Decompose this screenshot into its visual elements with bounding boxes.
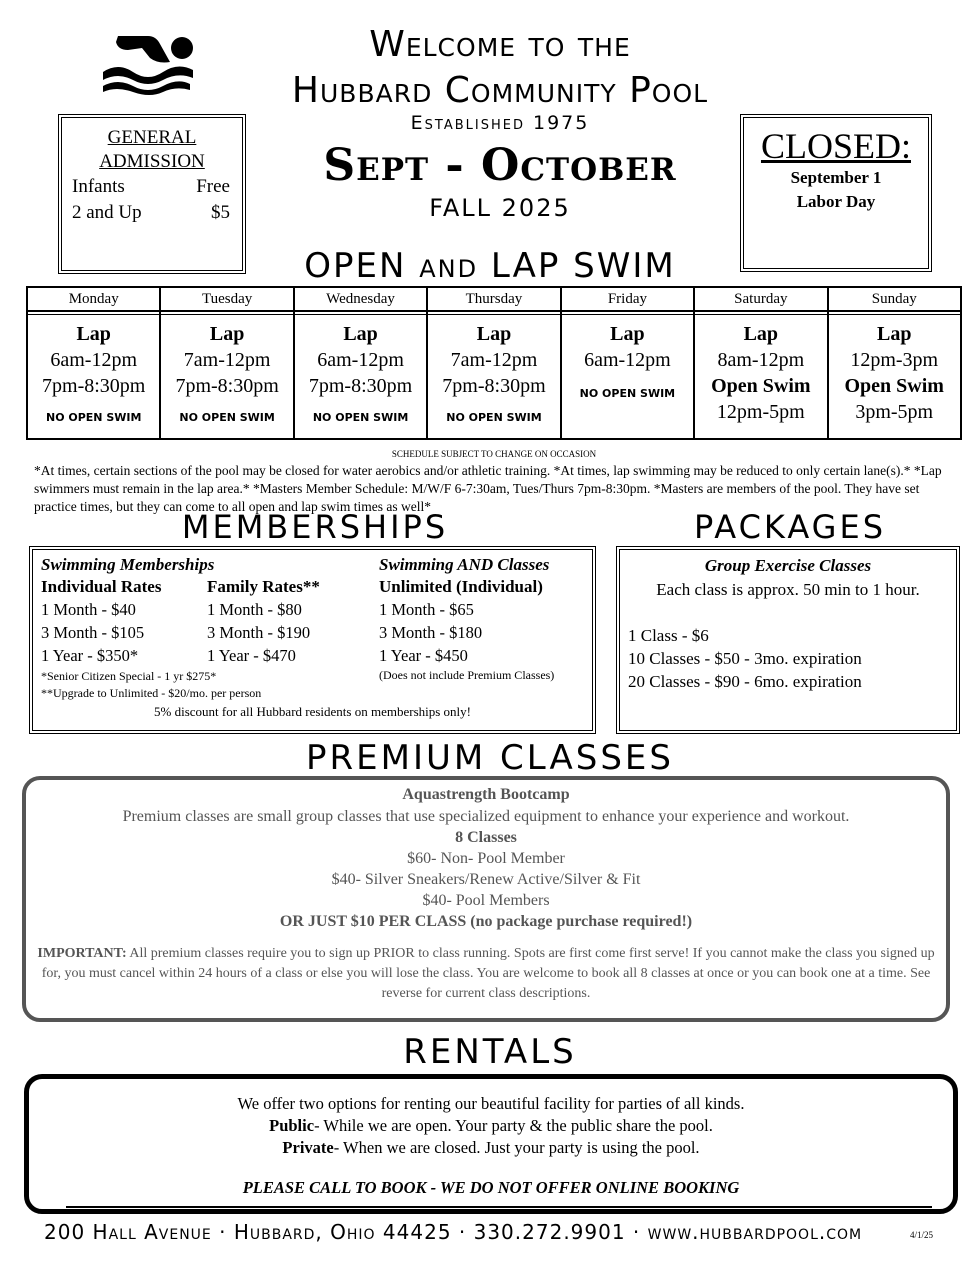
lap-time-2: 7pm-8:30pm <box>442 375 546 397</box>
day-column-monday <box>28 288 161 438</box>
admission-label: Infants <box>72 176 125 197</box>
swimming-memberships-heading: Swimming Memberships <box>41 555 215 574</box>
day-name: Saturday <box>695 288 826 312</box>
lap-time-1: 12pm-3pm <box>850 349 939 371</box>
schedule-table <box>26 286 962 440</box>
season-heading: Sept - October <box>323 140 677 191</box>
lap-label: Lap <box>343 323 378 345</box>
memberships-box <box>29 546 596 734</box>
lap-label: Lap <box>610 323 645 345</box>
established-label: Established 1975 <box>410 112 590 134</box>
closed-holiday: Labor Day <box>796 192 876 211</box>
family-rate: 3 Month - $190 <box>207 623 311 642</box>
rentals-private <box>29 1137 953 1159</box>
closed-date: September 1 <box>790 168 882 187</box>
lap-time-2: 7pm-8:30pm <box>42 375 146 397</box>
premium-classes-heading: PREMIUM CLASSES <box>306 738 674 778</box>
lap-label: Lap <box>743 323 779 345</box>
page-title-line1: Welcome to the <box>369 24 631 65</box>
footer-date: 4/1/25 <box>910 1230 934 1240</box>
packages-heading: PACKAGES <box>694 508 886 546</box>
premium-price: $60- Non- Pool Member <box>407 850 565 867</box>
package-item: 1 Class - $6 <box>628 626 709 645</box>
premium-description: Premium classes are small group classes that use specialized equipment to enhance your experience and workout. <box>122 808 850 825</box>
no-open-swim-note: NO OPEN SWIM <box>312 411 409 424</box>
unlimited-rate: 1 Month - $65 <box>379 600 474 619</box>
swimming-classes-heading: Swimming AND Classes <box>379 555 550 574</box>
lap-time-2: 7pm-8:30pm <box>175 375 279 397</box>
swimmer-icon <box>98 28 198 98</box>
lap-time-1: 6am-12pm <box>317 349 404 371</box>
premium-important-note <box>26 944 946 1004</box>
divider <box>66 1206 932 1208</box>
individual-rate: 1 Month - $40 <box>41 600 136 619</box>
admission-row <box>72 174 230 200</box>
no-open-swim-note: NO OPEN SWIM <box>179 411 275 424</box>
lap-label: Lap <box>877 323 912 345</box>
package-description: Each class is approx. 50 min to 1 hour. <box>656 580 920 599</box>
closed-title: CLOSED: <box>760 126 911 166</box>
lap-time-1: 6am-12pm <box>50 349 138 371</box>
lap-time-1: 7am-12pm <box>450 349 538 371</box>
premium-per-class: OR JUST $10 PER CLASS (no package purchase required!) <box>279 913 693 930</box>
group-exercise-heading: Group Exercise Classes <box>704 556 872 575</box>
page-title-line2: Hubbard Community Pool <box>291 70 709 111</box>
premium-price: $40- Silver Sneakers/Renew Active/Silver & Fit <box>331 871 641 888</box>
day-column-sunday <box>829 288 960 438</box>
individual-rate: 1 Year - $350* <box>41 646 139 665</box>
individual-rate: 3 Month - $105 <box>41 623 145 642</box>
closed-box <box>740 114 932 272</box>
admission-label: 2 and Up <box>72 202 142 223</box>
day-column-friday <box>562 288 695 438</box>
admission-price: $5 <box>211 202 230 223</box>
rentals-public <box>29 1115 953 1137</box>
rentals-heading: RENTALS <box>403 1032 577 1072</box>
admission-row <box>72 200 230 226</box>
lap-time-1: 8am-12pm <box>717 349 805 371</box>
premium-classes-box <box>22 776 950 1022</box>
day-column-wednesday <box>295 288 428 438</box>
private-label: Private <box>282 1138 334 1157</box>
day-column-saturday <box>695 288 828 438</box>
package-item: 10 Classes - $50 - 3mo. expiration <box>628 649 862 668</box>
public-text: - While we are open. Your party & the public share the pool. <box>314 1116 713 1135</box>
packages-box <box>616 546 960 734</box>
day-column-thursday <box>428 288 561 438</box>
family-rates-heading: Family Rates** <box>207 577 320 596</box>
unlimited-rate: 3 Month - $180 <box>379 623 483 642</box>
admission-heading-line2: ADMISSION <box>99 151 205 172</box>
open-swim-time: 3pm-5pm <box>855 401 934 423</box>
important-label: IMPORTANT: <box>37 946 127 961</box>
open-swim-time: 12pm-5pm <box>716 401 805 423</box>
admission-price: Free <box>196 176 230 197</box>
family-rate: 1 Month - $80 <box>207 600 302 619</box>
lap-label: Lap <box>476 323 512 345</box>
day-name: Monday <box>28 288 159 312</box>
family-rate: 1 Year - $470 <box>207 646 296 665</box>
premium-count: 8 Classes <box>455 829 517 846</box>
rentals-call-note: PLEASE CALL TO BOOK - WE DO NOT OFFER ONLINE BOOKING <box>242 1178 740 1197</box>
memberships-heading: MEMBERSHIPS <box>181 508 449 546</box>
schedule-disclaimer: SCHEDULE SUBJECT TO CHANGE ON OCCASION <box>391 449 597 459</box>
lap-time-1: 7am-12pm <box>183 349 271 371</box>
no-open-swim-note: NO OPEN SWIM <box>45 411 142 424</box>
lap-label: Lap <box>76 323 111 345</box>
upgrade-note: **Upgrade to Unlimited - $20/mo. per person <box>41 686 262 700</box>
lap-time-1: 6am-12pm <box>584 349 671 371</box>
no-open-swim-note: NO OPEN SWIM <box>446 411 542 424</box>
day-column-tuesday <box>161 288 294 438</box>
rentals-intro: We offer two options for renting our beautiful facility for parties of all kinds. <box>237 1094 745 1113</box>
lap-time-2: 7pm-8:30pm <box>308 375 413 397</box>
open-lap-heading: OPEN and LAP SWIM <box>304 246 676 286</box>
rentals-box <box>24 1074 958 1214</box>
day-name: Thursday <box>428 288 559 312</box>
public-label: Public <box>269 1116 315 1135</box>
unlimited-heading: Unlimited (Individual) <box>379 577 543 596</box>
footer-address: 200 Hall Avenue · Hubbard, Ohio 44425 · 330.272.9901 · www.hubbardpool.com <box>44 1220 863 1244</box>
day-name: Wednesday <box>295 288 426 312</box>
discount-note: 5% discount for all Hubbard residents on memberships only! <box>154 704 471 719</box>
day-name: Friday <box>562 288 693 312</box>
package-item: 20 Classes - $90 - 6mo. expiration <box>628 672 862 691</box>
private-text: - When we are closed. Just your party is using the pool. <box>333 1138 700 1157</box>
unlimited-rate: 1 Year - $450 <box>379 646 468 665</box>
admission-heading-line1: GENERAL <box>107 127 197 148</box>
senior-note: *Senior Citizen Special - 1 yr $275* <box>41 669 217 683</box>
fall-year-label: FALL 2025 <box>429 194 571 222</box>
premium-price: $40- Pool Members <box>422 892 550 909</box>
premium-class-name: Aquastrength Bootcamp <box>402 786 570 803</box>
unlimited-note: (Does not include Premium Classes) <box>379 668 555 682</box>
lap-label: Lap <box>209 323 245 345</box>
open-swim-label: Open Swim <box>844 375 944 397</box>
individual-rates-heading: Individual Rates <box>41 577 162 596</box>
no-open-swim-note: NO OPEN SWIM <box>579 387 676 400</box>
open-swim-label: Open Swim <box>711 375 811 397</box>
admission-box <box>58 114 246 274</box>
schedule-notes: *At times, certain sections of the pool may be closed for water aerobics and/or athletic training. *At times, lap swimming may be reduced to only certain lane(s).* *Lap swimmers must remain in the lap area.* *Masters Member Schedule: M/W/F 6-7:30am, Tues/Thurs 7pm-8:30pm. *Masters are members of the pool. They have set practice times, but they can come to all open and lap swim times as well* <box>34 463 942 514</box>
day-name: Tuesday <box>161 288 292 312</box>
day-name: Sunday <box>829 288 960 312</box>
important-text: All premium classes require you to sign up PRIOR to class running. Spots are first come first serve! If you cannot make the class you signed up for, you must cancel within 24 hours of a class or else you will lose the class. You are welcome to book all 8 classes at once or you can book one at a time. See reverse for current class descriptions. <box>41 946 935 1001</box>
